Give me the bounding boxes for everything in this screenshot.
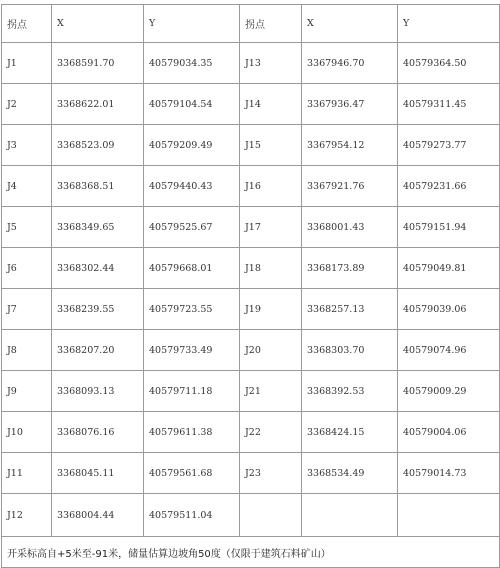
note-row [2,537,500,568]
y-cell: 40579231.66 [398,166,500,207]
x-cell: 3368093.13 [52,371,144,412]
point-id-cell: J2 [2,84,52,125]
point-id-cell: J9 [2,371,52,412]
x-cell: 3368239.55 [52,289,144,330]
y-cell: 40579009.29 [398,371,500,412]
table-row [2,125,500,166]
y-cell: 40579611.38 [144,412,240,453]
y-cell: 40579723.55 [144,289,240,330]
x-cell: 3368004.44 [52,494,144,537]
y-cell: 40579668.01 [144,248,240,289]
header-row [2,5,500,43]
point-id-cell: J10 [2,412,52,453]
y-cell: 40579034.35 [144,43,240,84]
header-x-left: X [52,5,144,43]
x-cell: 3368368.51 [52,166,144,207]
point-id-cell: J20 [240,330,302,371]
y-cell: 40579711.18 [144,371,240,412]
table-row [2,330,500,371]
header-x-right: X [302,5,398,43]
point-id-cell: J13 [240,43,302,84]
point-id-cell: J21 [240,371,302,412]
point-id-cell [240,494,302,537]
point-id-cell: J23 [240,453,302,494]
y-cell [398,494,500,537]
mining-elevation-note: 开采标高自+5米至-91米，储量估算边坡角50度（仅限于建筑石料矿山） [2,537,500,568]
point-id-cell: J3 [2,125,52,166]
point-id-cell: J22 [240,412,302,453]
point-id-cell: J6 [2,248,52,289]
table-row [2,84,500,125]
y-cell: 40579733.49 [144,330,240,371]
coordinate-table [1,4,500,568]
x-cell: 3367954.12 [302,125,398,166]
point-id-cell: J5 [2,207,52,248]
y-cell: 40579561.68 [144,453,240,494]
x-cell: 3368303.70 [302,330,398,371]
table-row [2,248,500,289]
y-cell: 40579364.50 [398,43,500,84]
x-cell: 3368591.70 [52,43,144,84]
point-id-cell: J19 [240,289,302,330]
point-id-cell: J15 [240,125,302,166]
table-row [2,289,500,330]
x-cell: 3368534.49 [302,453,398,494]
y-cell: 40579004.06 [398,412,500,453]
y-cell: 40579311.45 [398,84,500,125]
y-cell: 40579209.49 [144,125,240,166]
header-y-left: Y [144,5,240,43]
x-cell: 3367946.70 [302,43,398,84]
x-cell [302,494,398,537]
y-cell: 40579104.54 [144,84,240,125]
table-row [2,207,500,248]
point-id-cell: J12 [2,494,52,537]
y-cell: 40579273.77 [398,125,500,166]
y-cell: 40579049.81 [398,248,500,289]
x-cell: 3368622.01 [52,84,144,125]
y-cell: 40579151.94 [398,207,500,248]
x-cell: 3367921.76 [302,166,398,207]
point-id-cell: J18 [240,248,302,289]
header-point-left: 拐点 [2,5,52,43]
header-point-right: 拐点 [240,5,302,43]
x-cell: 3368523.09 [52,125,144,166]
x-cell: 3368302.44 [52,248,144,289]
point-id-cell: J7 [2,289,52,330]
point-id-cell: J1 [2,43,52,84]
coordinate-table-body [2,5,500,568]
table-row [2,412,500,453]
table-row [2,494,500,537]
y-cell: 40579525.67 [144,207,240,248]
table-row [2,453,500,494]
x-cell: 3368424.15 [302,412,398,453]
table-row [2,166,500,207]
point-id-cell: J16 [240,166,302,207]
x-cell: 3368349.65 [52,207,144,248]
x-cell: 3368076.16 [52,412,144,453]
point-id-cell: J11 [2,453,52,494]
x-cell: 3368173.89 [302,248,398,289]
table-row [2,371,500,412]
x-cell: 3368257.13 [302,289,398,330]
x-cell: 3367936.47 [302,84,398,125]
x-cell: 3368001.43 [302,207,398,248]
table-row [2,43,500,84]
y-cell: 40579039.06 [398,289,500,330]
point-id-cell: J17 [240,207,302,248]
point-id-cell: J14 [240,84,302,125]
x-cell: 3368207.20 [52,330,144,371]
y-cell: 40579440.43 [144,166,240,207]
header-y-right: Y [398,5,500,43]
y-cell: 40579074.96 [398,330,500,371]
y-cell: 40579511.04 [144,494,240,537]
point-id-cell: J8 [2,330,52,371]
x-cell: 3368045.11 [52,453,144,494]
point-id-cell: J4 [2,166,52,207]
y-cell: 40579014.73 [398,453,500,494]
x-cell: 3368392.53 [302,371,398,412]
